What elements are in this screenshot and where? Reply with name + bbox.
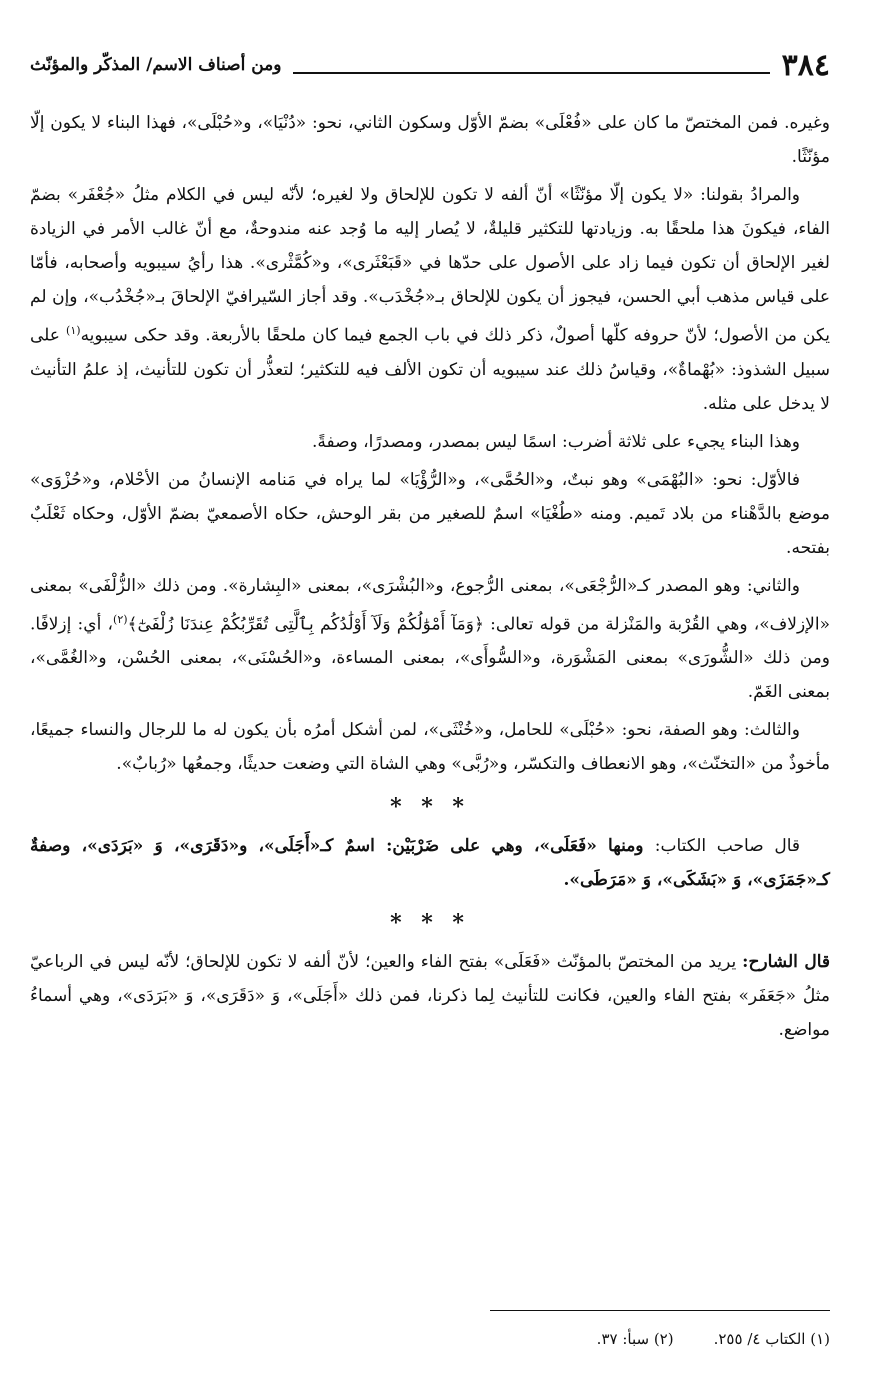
- paragraph: وهذا البناء يجيء على ثلاثة أضرب: اسمًا ليس بمصدر، ومصدرًا، وصفةً.: [311, 431, 800, 452]
- footnote-mark: (١): [66, 324, 81, 337]
- commentary-paragraph: [30, 945, 830, 1047]
- quote-lead: قال صاحب الكتاب:: [654, 836, 800, 857]
- page-number: ٣٨٤: [781, 47, 830, 83]
- footnote-rule: [490, 1310, 830, 1311]
- footnote: (٢) سبأ: ٣٧.: [596, 1330, 674, 1348]
- footnote: (١) الكتاب ٤/ ٢٥٥.: [713, 1330, 830, 1348]
- paragraph: وغيره. فمن المختصّ ما كان على «فُعْلَى» بضمّ الأوّل وسكون الثاني، نحو: «دُنْيَا»، و«حُبْلَى»، فهذا البناء لا يكون إلّا مؤنّثًا.: [30, 113, 831, 167]
- commentary-text: يريد من المختصّ بالمؤنّث «فَعَلَى» بفتح الفاء والعين؛ لأنّ ألفه لا تكون للإلحاق؛ لأنّه ليس في الرباعيّ مثلُ «جَعَفَر» بفتح الفاء والعين، فكانت للتأنيث لِما ذكرنا، فمن ذلك «أَجَلَى»، وَ «دَقَرَى»، وَ «بَرَدَى»، وهي أسماءُ مواضع.: [30, 952, 830, 1041]
- footnotes: [597, 1330, 830, 1348]
- paragraph-text: ، أي: إزلافًا. ومن ذلك «الشُّورَى» بمعنى المَشْوَرة، و«السُّوأَى»، بمعنى المساءة، و«الحُسْنَى»، بمعنى الحُسْن، و«الغُمَّى»، بمعنى الغَمّ.: [30, 614, 830, 703]
- quote-text: ومنها «فَعَلَى»، وهي على ضَرْبَيْن: اسمٌ كـ«أَجَلَى»، و«دَقَرَى»، وَ «بَرَدَى»، وصفةٌ كـ«جَمَزَى»، وَ «بَشَكَى»، وَ «مَرَطَى».: [30, 836, 830, 891]
- page-body: [30, 106, 830, 1047]
- section-separator: * * *: [390, 794, 470, 821]
- section-separator: * * *: [390, 910, 470, 937]
- paragraph-text: على سبيل الشذوذ: «بُهْماةٌ»، وقياسُ ذلك عند سيبويه أن تكون الألف فيه للتكثير؛ لتعذُّر أن تكون للتأنيث، إذ علمُ التأنيث لا يدخل على مثله.: [30, 325, 830, 414]
- footnote-mark: (٢): [113, 612, 128, 626]
- commentary-lead: قال الشارح:: [742, 952, 831, 973]
- running-title: ومن أصناف الاسم/ المذكّر والمؤنّث: [30, 55, 282, 75]
- paragraph: فالأوّل: نحو: «البُهْمَى» وهو نبتٌ، و«الحُمَّى»، و«الرُّؤْيَا» لما يراه في مَنامه الإنسانُ من الأحْلام، و«حُزْوَى» موضع بالدَّهْناء من بلاد تَميم. ومنه «طُغْيَا» اسمٌ للصغير من بقر الوحش، حكاه الأصمعيّ بضمّ الأوّل، وحكاه ثَعْلَبٌ بفتحه.: [30, 469, 830, 558]
- paragraph: [30, 178, 830, 421]
- paragraph-text: والمرادُ بقولنا: «لا يكون إلّا مؤنّثًا» أنّ ألفه لا تكون للإلحاق ولا لغيره؛ لأنّه ليس في الكلام مثلُ «جُعْفَر» بضمّ الفاء، فيكونَ هذا ملحقًا به. وزيادتها للتكثير قليلةٌ، لا يُصار إليه ما وُجد عنه مندوحةٌ، مع أنّ غالب الأمر في الزيادة لغير الإلحاق أن تكون فيما زاد على الأصول على حدّها في «قَبَعْثَرى»، و«كُمَّثْرى». هذا رأيُ سيبويه وأصحابه، فأمّا على قياس مذهب أبي الحسن، فيجوز أن يكون للإلحاق بـ«جُخْدَب». وقد أجاز السّيرافيّ الإلحاقَ بـ«جُخْدُب»، وإن لم يكن من الأصول؛ لأنّ حروفه كلّها أصولٌ، ذكر ذلك في باب الجمع فيما كان ملحقًا بالأربعة. وقد حكى سيبويه: [30, 185, 830, 346]
- header-rule: [293, 72, 769, 74]
- paragraph: والثالث: وهو الصفة، نحو: «حُبْلَى» للحامل، و«خُنْثَى»، لمن أشكل أمرُه بأن يكون له ما للرجال والنساء جميعًا، مأخوذٌ من «التخنّث»، وهو الانعطاف والتكسّر، و«رُبَّى» وهي الشاة التي وضعت حديثًا، وجمعُها «رُبابٌ».: [30, 720, 830, 775]
- paragraph: [30, 569, 830, 710]
- paragraph-text: والثاني: وهو المصدر كـ«الرُّجْعَى»، بمعنى الرُّجوع، و«البُشْرَى»، بمعنى «البِشارة». ومن ذلك «الزُّلْفَى» بمعنى «الإزلاف»، وهي القُرْبة والمَنْزلة من قوله تعالى: ﴿وَمَآ أَمْوَٰلُكُمْ وَلَآ أَوْلَٰدُكُم بِٱلَّتِى تُقَرِّبُكُمْ عِندَنَا زُلْفَىٰٓ﴾: [30, 575, 830, 635]
- document-page: [30, 40, 831, 1348]
- quote-paragraph: [30, 829, 830, 897]
- page-header: [30, 40, 830, 90]
